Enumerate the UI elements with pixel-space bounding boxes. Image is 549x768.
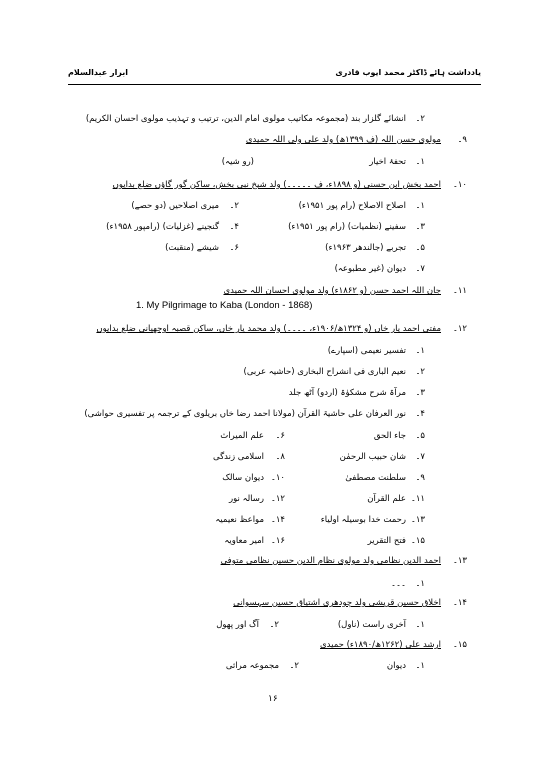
work-number: ۳۔ — [415, 222, 425, 232]
entry-heading: مفتی احمد یار خاں (و ۱۳۲۴ھ/۱۹۰۶ء، ۔۔۔۔) ولد محمد یار خاں، ساکن قصبہ اوجھیانی ضلع بدایوں — [96, 324, 441, 334]
work-title: فتح التقریر — [367, 536, 406, 546]
work-number: ۱۰۔ — [270, 473, 285, 483]
work-number: ۵۔ — [415, 431, 425, 441]
running-header-title: یادداشت ہائے ڈاکٹر محمد ایوب قادری — [335, 68, 481, 77]
work-title: شیشے (منقبت) — [165, 243, 219, 253]
work-number: ۲۔ — [229, 201, 239, 211]
work-number: ۵۔ — [415, 243, 425, 253]
work-title: شان حبیب الرحمٰن — [339, 452, 406, 462]
work-number: ۱۱۔ — [410, 494, 425, 504]
work-number: ۷۔ — [415, 452, 425, 462]
entry-number: ۹۔ — [457, 135, 467, 145]
work-title: اسلامی زندگی — [213, 452, 264, 462]
work-number: ۱۶۔ — [270, 536, 285, 546]
work-title: سلطنت مصطفیٰ — [345, 473, 406, 483]
entry-heading: احمد بخش ابن حسنی (و ۱۸۹۸ء، ف ۔۔۔۔۔) ولد شیخ نبی بخش، ساکن گور گاؤں ضلع بدایوں — [112, 180, 441, 190]
work-number: ۳۔ — [415, 388, 425, 398]
entry-heading: احمد الدین نظامی ولد مولوی نظام الدین حسین نظامی متوفی — [220, 556, 441, 566]
work-title: رحمت خدا بوسیلہ اولیاء — [320, 515, 406, 525]
work-title: دیوان (غیر مطبوعہ) — [334, 264, 406, 274]
work-title: گنجینے (غزلیات) (رامپور ۱۹۵۸ء) — [106, 222, 219, 232]
work-title: مرآۃ شرح مشکوٰۃ (اردو) آٹھ جلد — [288, 388, 406, 398]
work-number: ۱۔ — [415, 346, 425, 356]
work-title: تفسیر نعیمی (اسپارے) — [327, 346, 406, 356]
work-title: اصلاح الاصلاح (رام پور ۱۹۵۱ء) — [298, 201, 406, 211]
work-title: تحفۂ اخیار — [369, 157, 406, 167]
work-title: سفینے (نظمیات) (رام پور ۱۹۵۱ء) — [288, 222, 406, 232]
work-number: ۶۔ — [275, 431, 285, 441]
work-number: ۲۔ — [269, 620, 279, 630]
entry-heading: مولوی حسن اللہ (ف ۱۳۹۹ھ) ولد علی ولی اللہ حمیدی — [245, 135, 441, 145]
work-title: میری اصلاحیں (دو حصے) — [131, 201, 219, 211]
work-title: دیوان سالک — [222, 473, 264, 483]
work-title: علم القرآن — [367, 494, 406, 504]
work-title: نعیم الباری فی انشراح البخاری (حاشیہ عربی) — [243, 367, 406, 377]
entry-number: ۱۵۔ — [452, 640, 467, 650]
entry-number: ۱۰۔ — [452, 180, 467, 190]
work-number: ۱۔ — [415, 620, 425, 630]
work-title: جاء الحق — [373, 431, 406, 441]
work-title: مجموعہ مراثی — [225, 661, 279, 671]
work-title: مواعظ نعیمیہ — [215, 515, 264, 525]
work-title: آخری راست (ناول) — [337, 620, 406, 630]
work-number: ۲۔ — [415, 367, 425, 377]
entry-number: ۱۲۔ — [452, 324, 467, 334]
work-number: ۶۔ — [229, 243, 239, 253]
entry-heading: جان اللہ احمد حسن (و ۱۸۶۲ء) ولد مولوی احسان اللہ حمیدی — [223, 286, 441, 296]
work-number: ۱۔ — [415, 661, 425, 671]
entry-heading: اخلاق حسین قریشی ولد چودھری اشتیاق حسین سہسوانی — [233, 598, 441, 608]
work-number: ۱۔ — [415, 157, 425, 167]
work-number: ۸۔ — [275, 452, 285, 462]
intro-item-number: ۲۔ — [415, 114, 425, 124]
work-number: ۲۔ — [289, 661, 299, 671]
work-number: ۱۔ — [415, 579, 425, 589]
english-work-title: 1. My Pilgrimage to Kaba (London - 1868) — [136, 300, 313, 311]
work-number: ۱۴۔ — [270, 515, 285, 525]
entry-heading: ارشد علی (۱۲۶۲ھ/۱۸۹۰ء) حمیدی — [320, 640, 441, 650]
running-header-author: ابرار عبدالسلام — [68, 68, 129, 77]
work-number: ۱۳۔ — [410, 515, 425, 525]
work-number: ۱۵۔ — [410, 536, 425, 546]
work-title: علم المیراث — [220, 431, 264, 441]
intro-item-text: انشائے گلزار بند (مجموعہ مکاتیب مولوی امام الدین، ترتیب و تہذیب مولوی احسان الکریم) — [85, 114, 406, 124]
work-number: ۱۔ — [415, 201, 425, 211]
entry-number: ۱۳۔ — [452, 556, 467, 566]
work-number: ۴۔ — [415, 409, 425, 419]
work-title: امیر معاویہ — [224, 536, 264, 546]
entry-number: ۱۴۔ — [452, 598, 467, 608]
work-number: ۱۲۔ — [270, 494, 285, 504]
work-title: آگ اور پھول — [216, 620, 259, 630]
work-number: ۴۔ — [229, 222, 239, 232]
page-number: ۱۶ — [268, 694, 278, 704]
work-title: دیوان — [386, 661, 406, 671]
header-rule — [68, 84, 481, 85]
entry-number: ۱۱۔ — [452, 286, 467, 296]
work-number: ۷۔ — [415, 264, 425, 274]
work-number: ۹۔ — [415, 473, 425, 483]
work-title: رسالہ نور — [229, 494, 264, 504]
work-title: ۔۔۔ — [391, 579, 406, 589]
work-title: تجربے (جالندھر ۱۹۶۳ء) — [325, 243, 406, 253]
work-title: نور العرفان علی حاشیۃ القرآن (مولانا احمد رضا خاں بریلوی کے ترجمہ پر تفسیری حواشی) — [84, 409, 406, 419]
work-descriptor: (رو شیہ) — [221, 157, 254, 167]
